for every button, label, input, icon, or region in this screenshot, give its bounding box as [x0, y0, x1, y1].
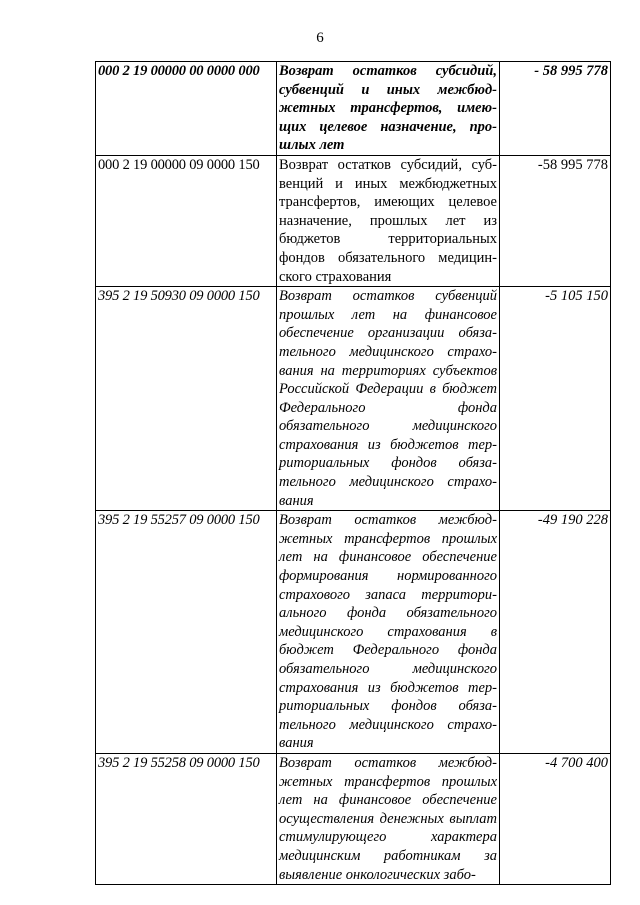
row-amount: -58 995 778	[500, 155, 611, 286]
row-code: 395 2 19 50930 09 0000 150	[96, 287, 277, 511]
row-code: 000 2 19 00000 09 0000 150	[96, 155, 277, 286]
table-row	[96, 155, 611, 286]
row-description: Возврат остатков субсидий, субвенций и иных межбюджетных трансфертов, имеющих целевое назначение, прошлых лет	[277, 62, 500, 156]
row-description: Возврат остатков межбюджетных трансфертов прошлых лет на финансовое обеспечение формирования нормированного страхового запаса территориального фонда обязательного медицинского страхования в бюджет Федерального фонда обязательного медицинского страхования из бюджетов территориальных фондов обязательного медицинского страхования	[277, 511, 500, 754]
row-amount: -5 105 150	[500, 287, 611, 511]
table-row	[96, 511, 611, 754]
table-row	[96, 287, 611, 511]
table-row	[96, 753, 611, 884]
row-amount: -4 700 400	[500, 753, 611, 884]
row-code: 395 2 19 55257 09 0000 150	[96, 511, 277, 754]
page-number: 6	[316, 30, 324, 46]
row-description: Возврат остатков субвенций прошлых лет на финансовое обеспечение организации обязательного медицинского страхования на территориях субъектов Российской Федерации в бюджет Федерального фонда обязательного медицинского страхования из бюджетов территориальных фондов обязательного медицинского страхования	[277, 287, 500, 511]
row-code: 000 2 19 00000 00 0000 000	[96, 62, 277, 156]
row-description: Возврат остатков межбюджетных трансфертов прошлых лет на финансовое обеспечение осуществления денежных выплат стимулирующего характера медицинским работникам за выявление онкологических забо-	[277, 753, 500, 884]
table-row	[96, 62, 611, 156]
row-amount: - 58 995 778	[500, 62, 611, 156]
row-code: 395 2 19 55258 09 0000 150	[96, 753, 277, 884]
budget-table	[95, 61, 611, 885]
row-amount: -49 190 228	[500, 511, 611, 754]
row-description: Возврат остатков субсидий, субвенций и иных межбюджетных трансфертов, имеющих целевое назначение, прошлых лет из бюджетов территориальных фондов обязательного медицинского страхования	[277, 155, 500, 286]
